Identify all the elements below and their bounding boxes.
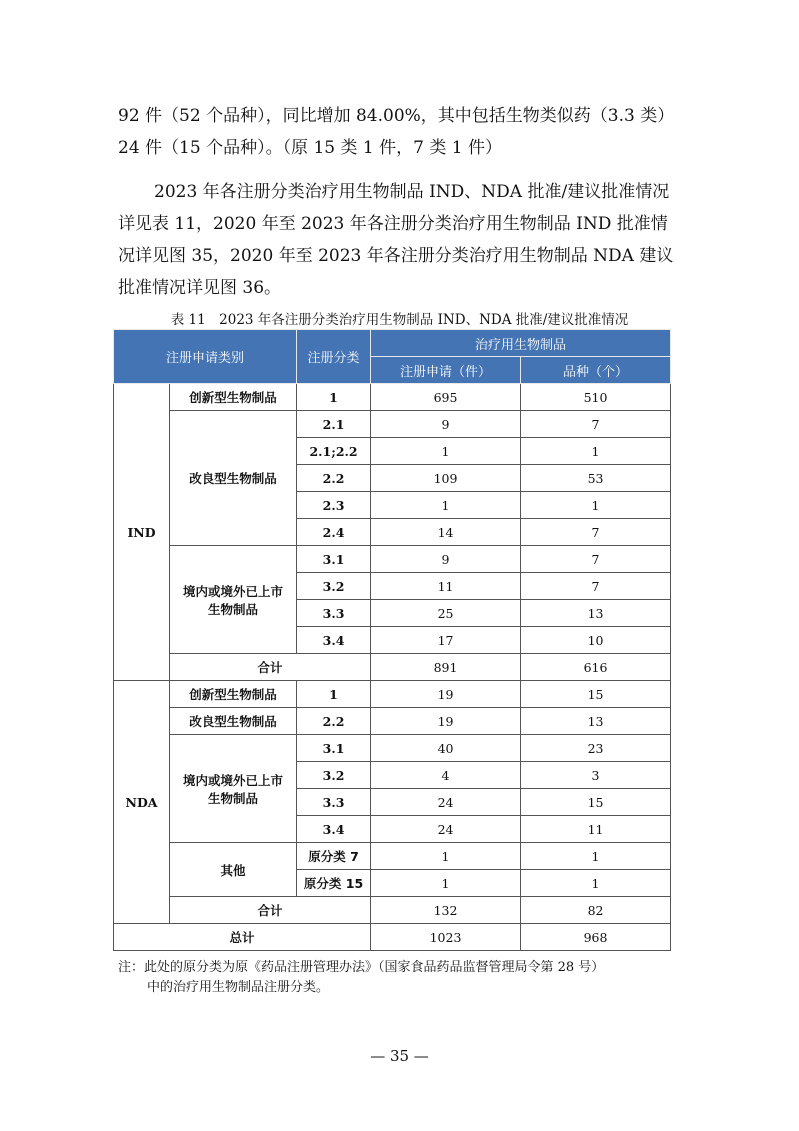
apps-cell: 14 [371,519,521,546]
header-apps: 注册申请（件） [371,357,521,384]
nda-innovative-label: 创新型生物制品 [170,681,297,708]
apps-cell: 19 [371,708,521,735]
body-paragraph-2: 2023 年各注册分类治疗用生物制品 IND、NDA 批准/建议批准情况详见表 11，2020 年至 2023 年各注册分类治疗用生物制品 IND 批准情况详见图 35，2020 年至 2023 年各注册分类治疗用生物制品 NDA 建议批准情况详见图 36。 [118,182,674,298]
apps-cell: 4 [371,762,521,789]
note-line-2: 中的治疗用生物制品注册分类。 [147,980,330,995]
class-cell: 2.2 [297,465,371,492]
table-row [114,411,671,438]
note-line-1: 注：此处的原分类为原《药品注册管理办法》（国家食品药品监督管理局令第 28 号） [118,960,605,975]
varieties-cell: 510 [521,384,671,411]
class-cell: 1 [297,681,371,708]
approval-table [113,329,671,951]
varieties-cell: 23 [521,735,671,762]
varieties-cell: 3 [521,762,671,789]
varieties-cell: 15 [521,789,671,816]
total-varieties: 968 [521,924,671,951]
class-cell: 3.1 [297,735,371,762]
class-cell: 3.3 [297,600,371,627]
apps-cell: 1 [371,843,521,870]
ind-innovative-label: 创新型生物制品 [170,384,297,411]
class-cell: 3.4 [297,816,371,843]
subtotal-varieties: 616 [521,654,671,681]
page-number: — 35 — [370,1047,429,1065]
varieties-cell: 13 [521,708,671,735]
apps-cell: 17 [371,627,521,654]
nda-label: NDA [114,681,170,924]
class-cell: 3.3 [297,789,371,816]
nda-improved-label: 改良型生物制品 [170,708,297,735]
varieties-cell: 15 [521,681,671,708]
apps-cell: 1 [371,870,521,897]
subtotal-varieties: 82 [521,897,671,924]
apps-cell: 9 [371,546,521,573]
varieties-cell: 11 [521,816,671,843]
class-cell: 2.1;2.2 [297,438,371,465]
subtotal-apps: 891 [371,654,521,681]
apps-cell: 695 [371,384,521,411]
varieties-cell: 7 [521,411,671,438]
ind-subtotal-row [114,654,671,681]
class-cell: 原分类 15 [297,870,371,897]
varieties-cell: 1 [521,870,671,897]
class-cell: 1 [297,384,371,411]
ind-improved-label: 改良型生物制品 [170,411,297,546]
header-category: 注册申请类别 [114,330,297,384]
nda-other-label: 其他 [170,843,297,897]
class-cell: 3.2 [297,762,371,789]
ind-marketed-label: 境内或境外已上市生物制品 [170,546,297,654]
apps-cell: 40 [371,735,521,762]
varieties-cell: 1 [521,492,671,519]
nda-marketed-label: 境内或境外已上市生物制品 [170,735,297,843]
ind-label: IND [114,384,170,681]
header-group: 治疗用生物制品 [371,330,671,357]
apps-cell: 109 [371,465,521,492]
varieties-cell: 7 [521,573,671,600]
table-row [114,735,671,762]
subtotal-label: 合计 [170,897,371,924]
apps-cell: 24 [371,816,521,843]
varieties-cell: 7 [521,519,671,546]
apps-cell: 19 [371,681,521,708]
nda-subtotal-row [114,897,671,924]
varieties-cell: 1 [521,438,671,465]
varieties-cell: 53 [521,465,671,492]
table-row [114,708,671,735]
apps-cell: 1 [371,438,521,465]
class-cell: 3.4 [297,627,371,654]
apps-cell: 11 [371,573,521,600]
varieties-cell: 7 [521,546,671,573]
table-caption: 表 11 2023 年各注册分类治疗用生物制品 IND、NDA 批准/建议批准情况 [170,312,629,328]
header-class: 注册分类 [297,330,371,384]
header-varieties: 品种（个） [521,357,671,384]
varieties-cell: 1 [521,843,671,870]
class-cell: 2.4 [297,519,371,546]
total-apps: 1023 [371,924,521,951]
class-cell: 3.1 [297,546,371,573]
class-cell: 2.2 [297,708,371,735]
subtotal-label: 合计 [170,654,371,681]
table-header-row [114,330,671,357]
varieties-cell: 13 [521,600,671,627]
table-note [118,958,698,998]
class-cell: 2.1 [297,411,371,438]
table-row [114,546,671,573]
total-label: 总计 [114,924,371,951]
apps-cell: 9 [371,411,521,438]
class-cell: 原分类 7 [297,843,371,870]
total-row [114,924,671,951]
body-paragraph-1: 92 件（52 个品种），同比增加 84.00%，其中包括生物类似药（3.3 类）24 件（15 个品种）。（原 15 类 1 件，7 类 1 件） [118,106,675,158]
class-cell: 3.2 [297,573,371,600]
apps-cell: 24 [371,789,521,816]
apps-cell: 25 [371,600,521,627]
table-row [114,384,671,411]
table-row [114,843,671,870]
apps-cell: 1 [371,492,521,519]
varieties-cell: 10 [521,627,671,654]
table-row [114,681,671,708]
subtotal-apps: 132 [371,897,521,924]
class-cell: 2.3 [297,492,371,519]
